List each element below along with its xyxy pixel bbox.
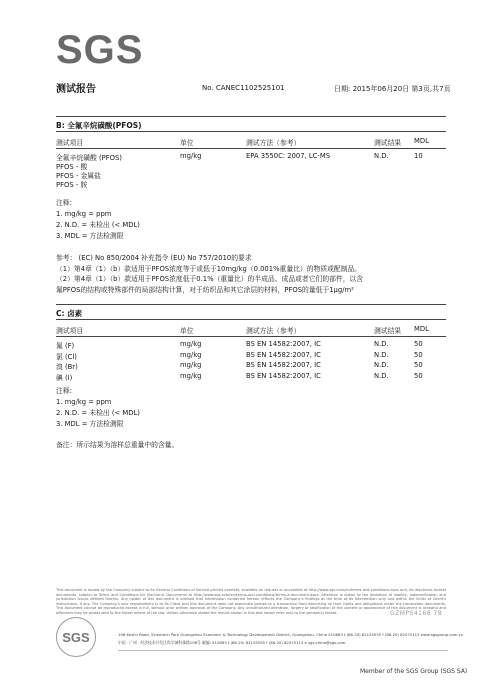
halogen-table [56, 325, 446, 334]
notes-c [56, 386, 446, 430]
section-c-title: C: 卤素 [56, 309, 83, 318]
note-line: 2. N.D. = 未检出 (< MDL) [56, 221, 140, 229]
sgs-logo: SGS [56, 28, 144, 72]
notes-title: 注释: [56, 387, 72, 395]
remark: 备注：所示结果为溶样总重量中的含量。 [56, 441, 179, 449]
col-header-unit: 单位 [180, 327, 194, 335]
table-row [56, 161, 446, 170]
cell-item: 溴 (Br) [56, 363, 78, 371]
note-line: 2. N.D. = 未检出 (< MDL) [56, 409, 140, 417]
report-header [56, 80, 456, 94]
cell-item: PFOS - 胺 [56, 181, 88, 189]
table-header-row [56, 325, 446, 334]
footer-address-en: 198 Kezhu Road, Scientech Park Guangzhou Economic & Technology Development District, Guangzhou, China 510663 t (86-20) 82155555 f (86-20) 82075113 www.sgsgroup.com.cn [118, 632, 464, 637]
cell-unit: mg/kg [180, 361, 202, 369]
col-header-unit: 单位 [180, 139, 194, 147]
cell-method: BS EN 14582:2007, IC [246, 361, 321, 369]
col-header-item: 测试项目 [56, 139, 84, 147]
cell-result: N.D. [374, 350, 389, 359]
table-row [56, 361, 446, 372]
note-line: 3. MDL = 方法检测限 [56, 420, 124, 428]
note-line: 1. mg/kg = ppm [56, 398, 112, 406]
table-row [56, 351, 446, 362]
reference-line: （2）第4章（1）（b）款适用于PFOS浓度低于0.1%（重量比）的半成品、成品或者它们的部件，以含 [56, 275, 364, 283]
divider [56, 116, 446, 117]
cell-mdl: 50 [414, 371, 423, 380]
cell-item: 氟 (F) [56, 342, 75, 350]
report-date-page: 日期: 2015年06月20日 第3页,共7页 [334, 85, 451, 93]
reference-line: 氟PFOS的结构或特殊部件的局部结构计算，对于纺织品和其它涂层的材料，PFOS的量低于1μg/m² [56, 285, 354, 294]
halogen-table-body [56, 340, 446, 382]
cell-item: 碘 (I) [56, 373, 73, 382]
divider [56, 148, 446, 149]
note-line: 1. mg/kg = ppm [56, 210, 112, 218]
pfos-table-body [56, 152, 446, 188]
cell-unit: mg/kg [180, 340, 202, 348]
report-title: 测试报告 [56, 84, 96, 95]
member-of-sgs-group: Member of the SGS Group (SGS SA) [360, 668, 468, 675]
divider [56, 131, 446, 132]
col-header-mdl: MDL [414, 137, 429, 145]
table-row [56, 179, 446, 188]
notes-title: 注释: [56, 199, 72, 207]
table-header-row [56, 137, 446, 146]
cell-item: 全氟辛烷磺酸 (PFOS) [56, 154, 122, 162]
cell-result: N.D. [374, 371, 389, 380]
divider [56, 304, 446, 305]
table-row [56, 152, 446, 161]
reference-line: 参考： (EC) No 850/2004 补充指令 (EU) No 757/2010的要求 [56, 254, 252, 262]
cell-method: BS EN 14582:2007, IC [246, 340, 321, 348]
footer-address-cn: 中国 · 广州 · 经济技术开发区科学城科珠路198号 邮编: 510663 t (86-20) 82155555 f (86-20) 82075113 e sgs.china@sgs.com [118, 640, 346, 645]
pfos-table [56, 137, 446, 146]
cell-method: BS EN 14582:2007, IC [246, 371, 321, 380]
cell-method: EPA 3550C: 2007, LC-MS [246, 152, 331, 160]
divider [118, 650, 448, 651]
col-header-result: 测试结果 [374, 327, 402, 335]
col-header-mdl: MDL [414, 325, 429, 333]
col-header-result: 测试结果 [374, 139, 402, 147]
cell-result: N.D. [374, 152, 389, 160]
divider [56, 336, 446, 337]
seal-text: SGS [62, 629, 90, 645]
sgs-seal-logo [56, 617, 96, 657]
cell-unit: mg/kg [180, 350, 202, 359]
serial-number: GZMPS4168 78 [390, 610, 443, 617]
cell-result: N.D. [374, 361, 389, 369]
reference-line: （1）第4章（1）（b）款适用于PFOS浓度等于或低于10mg/kg（0.001%重量比）的物质或配制品。 [56, 264, 362, 273]
footer-disclaimer: This document is issued by the Company subject to its General Conditions of Service printed overleaf, available on request or accessible at http://www.sgs.com/en/terms-and-conditions.aspx and, for electronic format documents, subject to Terms and Conditions for Electronic Documents at http://www.sgs.com/en/terms-and-conditions/terms-e-document.aspx. Attention is drawn to the limitation of liability, indemnification and jurisdiction issues defined therein. Any holder of this document is advised that information contained hereon reflects the Company's findings at the time of its intervention only and within the limits of Client's instructions, if any. The Company's sole responsibility is to its Client and this document does not exonerate parties to a transaction from exercising all their rights and obligations under the transaction documents. This document cannot be reproduced except in full, without prior written approval of the Company. Any unauthorized alteration, forgery or falsification of the content or appearance of this document is unlawful and offenders may be prosecuted to the fullest extent of the law. Unless otherwise stated the results shown in this test report refer only to the sample(s) tested. [56, 588, 446, 615]
col-header-item: 测试项目 [56, 327, 84, 335]
cell-item: PFOS - 金属盐 [56, 172, 101, 180]
cell-unit: mg/kg [180, 371, 202, 380]
report-number: No. CANEC1102525101 [202, 84, 285, 92]
cell-method: BS EN 14582:2007, IC [246, 350, 321, 359]
table-row [56, 372, 446, 383]
cell-mdl: 50 [414, 350, 423, 359]
cell-item: PFOS - 酸 [56, 163, 88, 171]
cell-item: 氯 (Cl) [56, 352, 77, 361]
col-header-method: 测试方法（参考） [246, 139, 301, 147]
col-header-method: 测试方法（参考） [246, 327, 301, 335]
section-b-title: B: 全氟辛烷磺酸(PFOS) [56, 121, 142, 130]
note-line: 3. MDL = 方法检测限 [56, 232, 124, 240]
cell-mdl: 50 [414, 340, 423, 348]
cell-mdl: 10 [414, 152, 423, 160]
cell-unit: mg/kg [180, 152, 202, 160]
divider [56, 319, 446, 320]
cell-result: N.D. [374, 340, 389, 348]
table-row [56, 340, 446, 351]
reference-paragraph [56, 253, 456, 295]
notes-b [56, 198, 446, 242]
cell-mdl: 50 [414, 361, 423, 369]
table-row [56, 170, 446, 179]
